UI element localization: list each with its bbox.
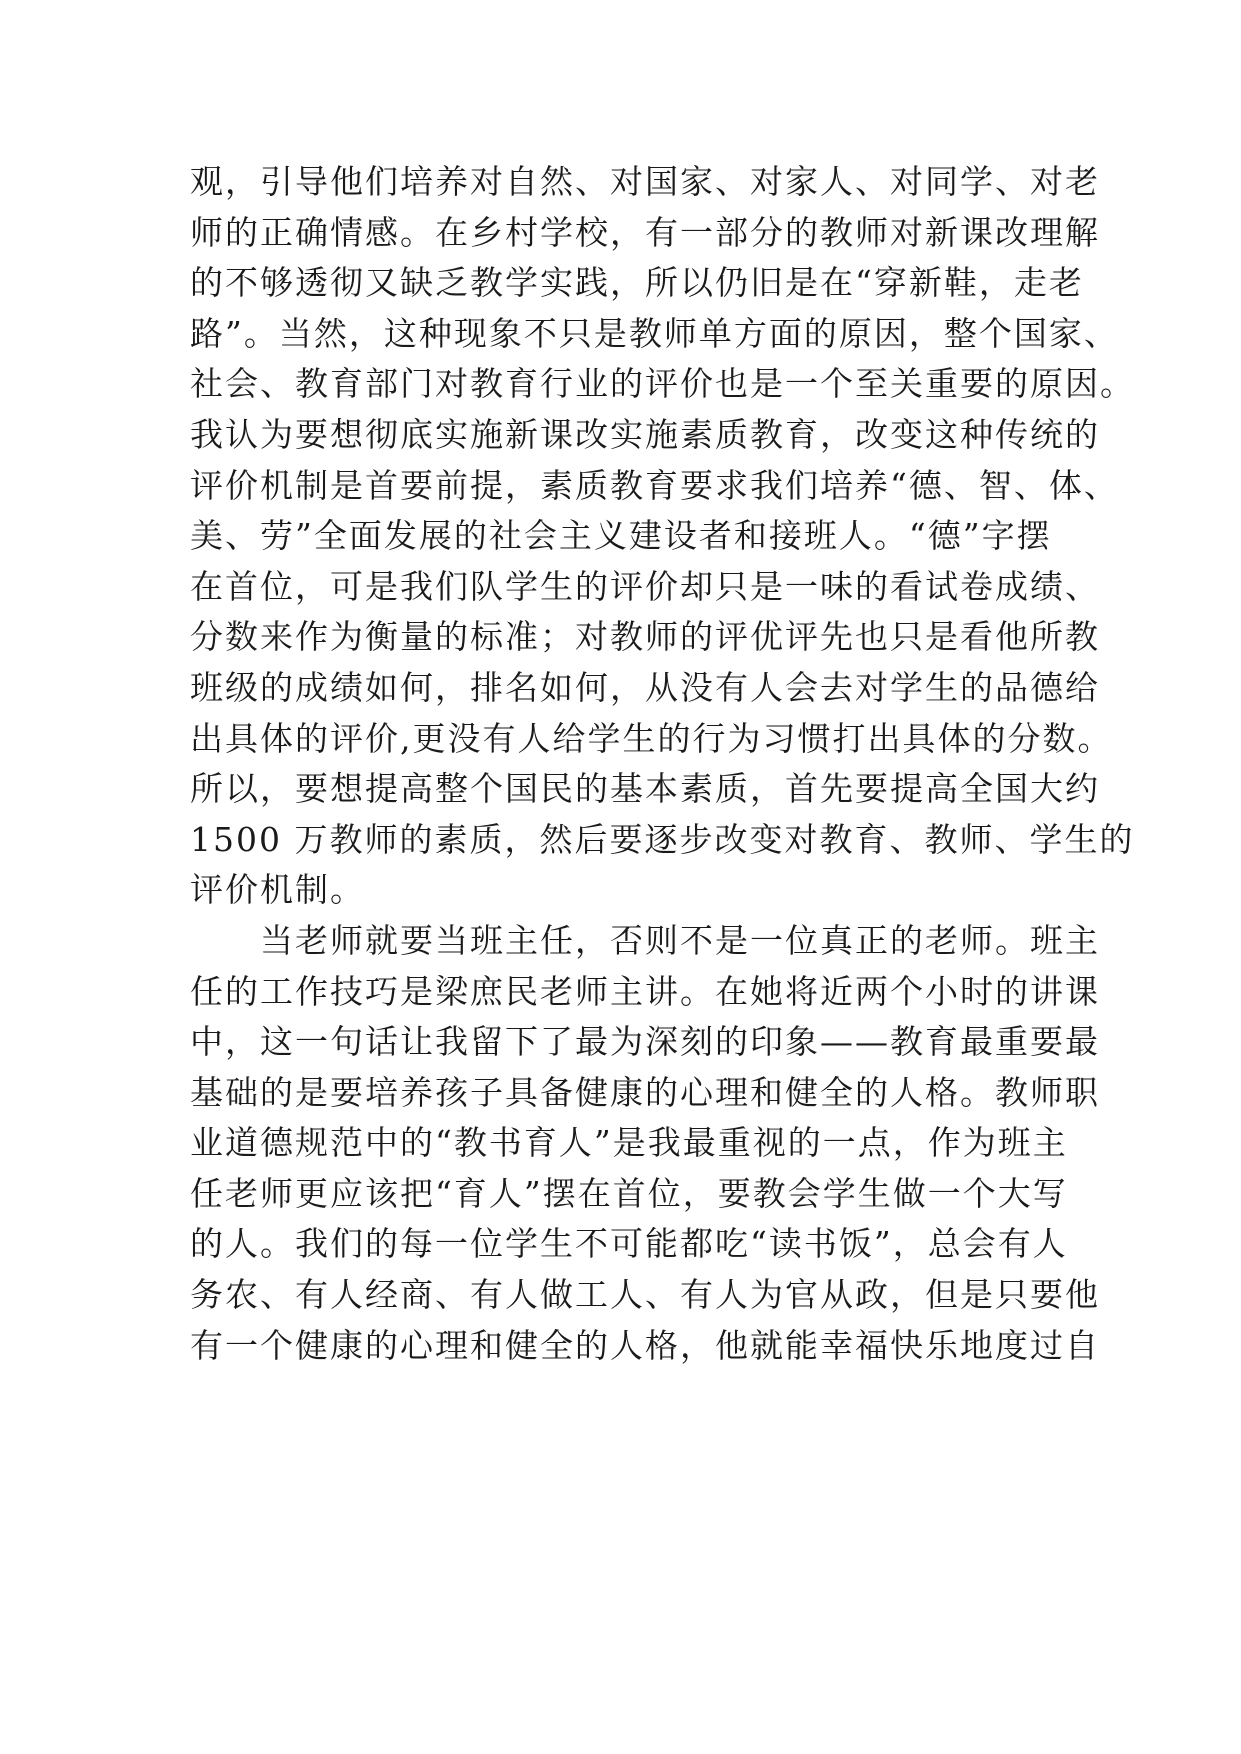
paragraph-first-line: 当老师就要当班主任，否则不是一位真正的老师。班主 <box>260 920 1100 960</box>
text-line: 任老师更应该把“育人”摆在首位，要教会学生做一个大写 <box>190 1173 1068 1213</box>
text-line: 所以，要想提高整个国民的基本素质，首先要提高全国大约 <box>190 769 1100 809</box>
text-line: 基础的是要培养孩子具备健康的心理和健全的人格。教师职 <box>190 1072 1100 1112</box>
text-line: 师的正确情感。在乡村学校，有一部分的教师对新课改理解 <box>190 212 1100 252</box>
text-line: 任的工作技巧是梁庶民老师主讲。在她将近两个小时的讲课 <box>190 971 1100 1011</box>
text-line: 分数来作为衡量的标准；对教师的评优评先也只是看他所教 <box>190 617 1100 657</box>
text-line: 我认为要想彻底实施新课改实施素质教育，改变这种传统的 <box>190 414 1100 454</box>
text-line: 的人。我们的每一位学生不可能都吃“读书饭”，总会有人 <box>190 1224 1068 1264</box>
text-line: 务农、有人经商、有人做工人、有人为官从政，但是只要他 <box>190 1275 1100 1315</box>
text-line: 有一个健康的心理和健全的人格，他就能幸福快乐地度过自 <box>190 1325 1100 1365</box>
text-line: 1500 万教师的素质，然后要逐步改变对教育、教师、学生的 <box>190 819 1135 859</box>
text-line: 业道德规范中的“教书育人”是我最重视的一点，作为班主 <box>190 1123 1068 1163</box>
text-line: 班级的成绩如何，排名如何，从没有人会去对学生的品德给 <box>190 667 1100 707</box>
text-line: 观，引导他们培养对自然、对国家、对家人、对同学、对老 <box>190 162 1100 201</box>
text-line: 路”。当然，这种现象不只是教师单方面的原因，整个国家、 <box>190 313 1119 353</box>
text-line: 出具体的评价,更没有人给学生的行为习惯打出具体的分数。 <box>190 718 1113 758</box>
text-line: 在首位，可是我们队学生的评价却只是一味的看试卷成绩、 <box>190 566 1100 606</box>
body-text <box>190 157 1135 1371</box>
text-line: 评价机制。 <box>190 870 365 910</box>
text-line: 评价机制是首要前提，素质教育要求我们培养“德、智、体、 <box>190 465 1119 505</box>
text-line: 社会、教育部门对教育行业的评价也是一个至关重要的原因。 <box>190 364 1135 404</box>
text-line: 美、劳”全面发展的社会主义建设者和接班人。“德”字摆 <box>190 516 1052 556</box>
text-line: 中，这一句话让我留下了最为深刻的印象——教育最重要最 <box>190 1022 1100 1062</box>
text-line: 的不够透彻又缺乏教学实践，所以仍旧是在“穿新鞋，走老 <box>190 263 1084 303</box>
